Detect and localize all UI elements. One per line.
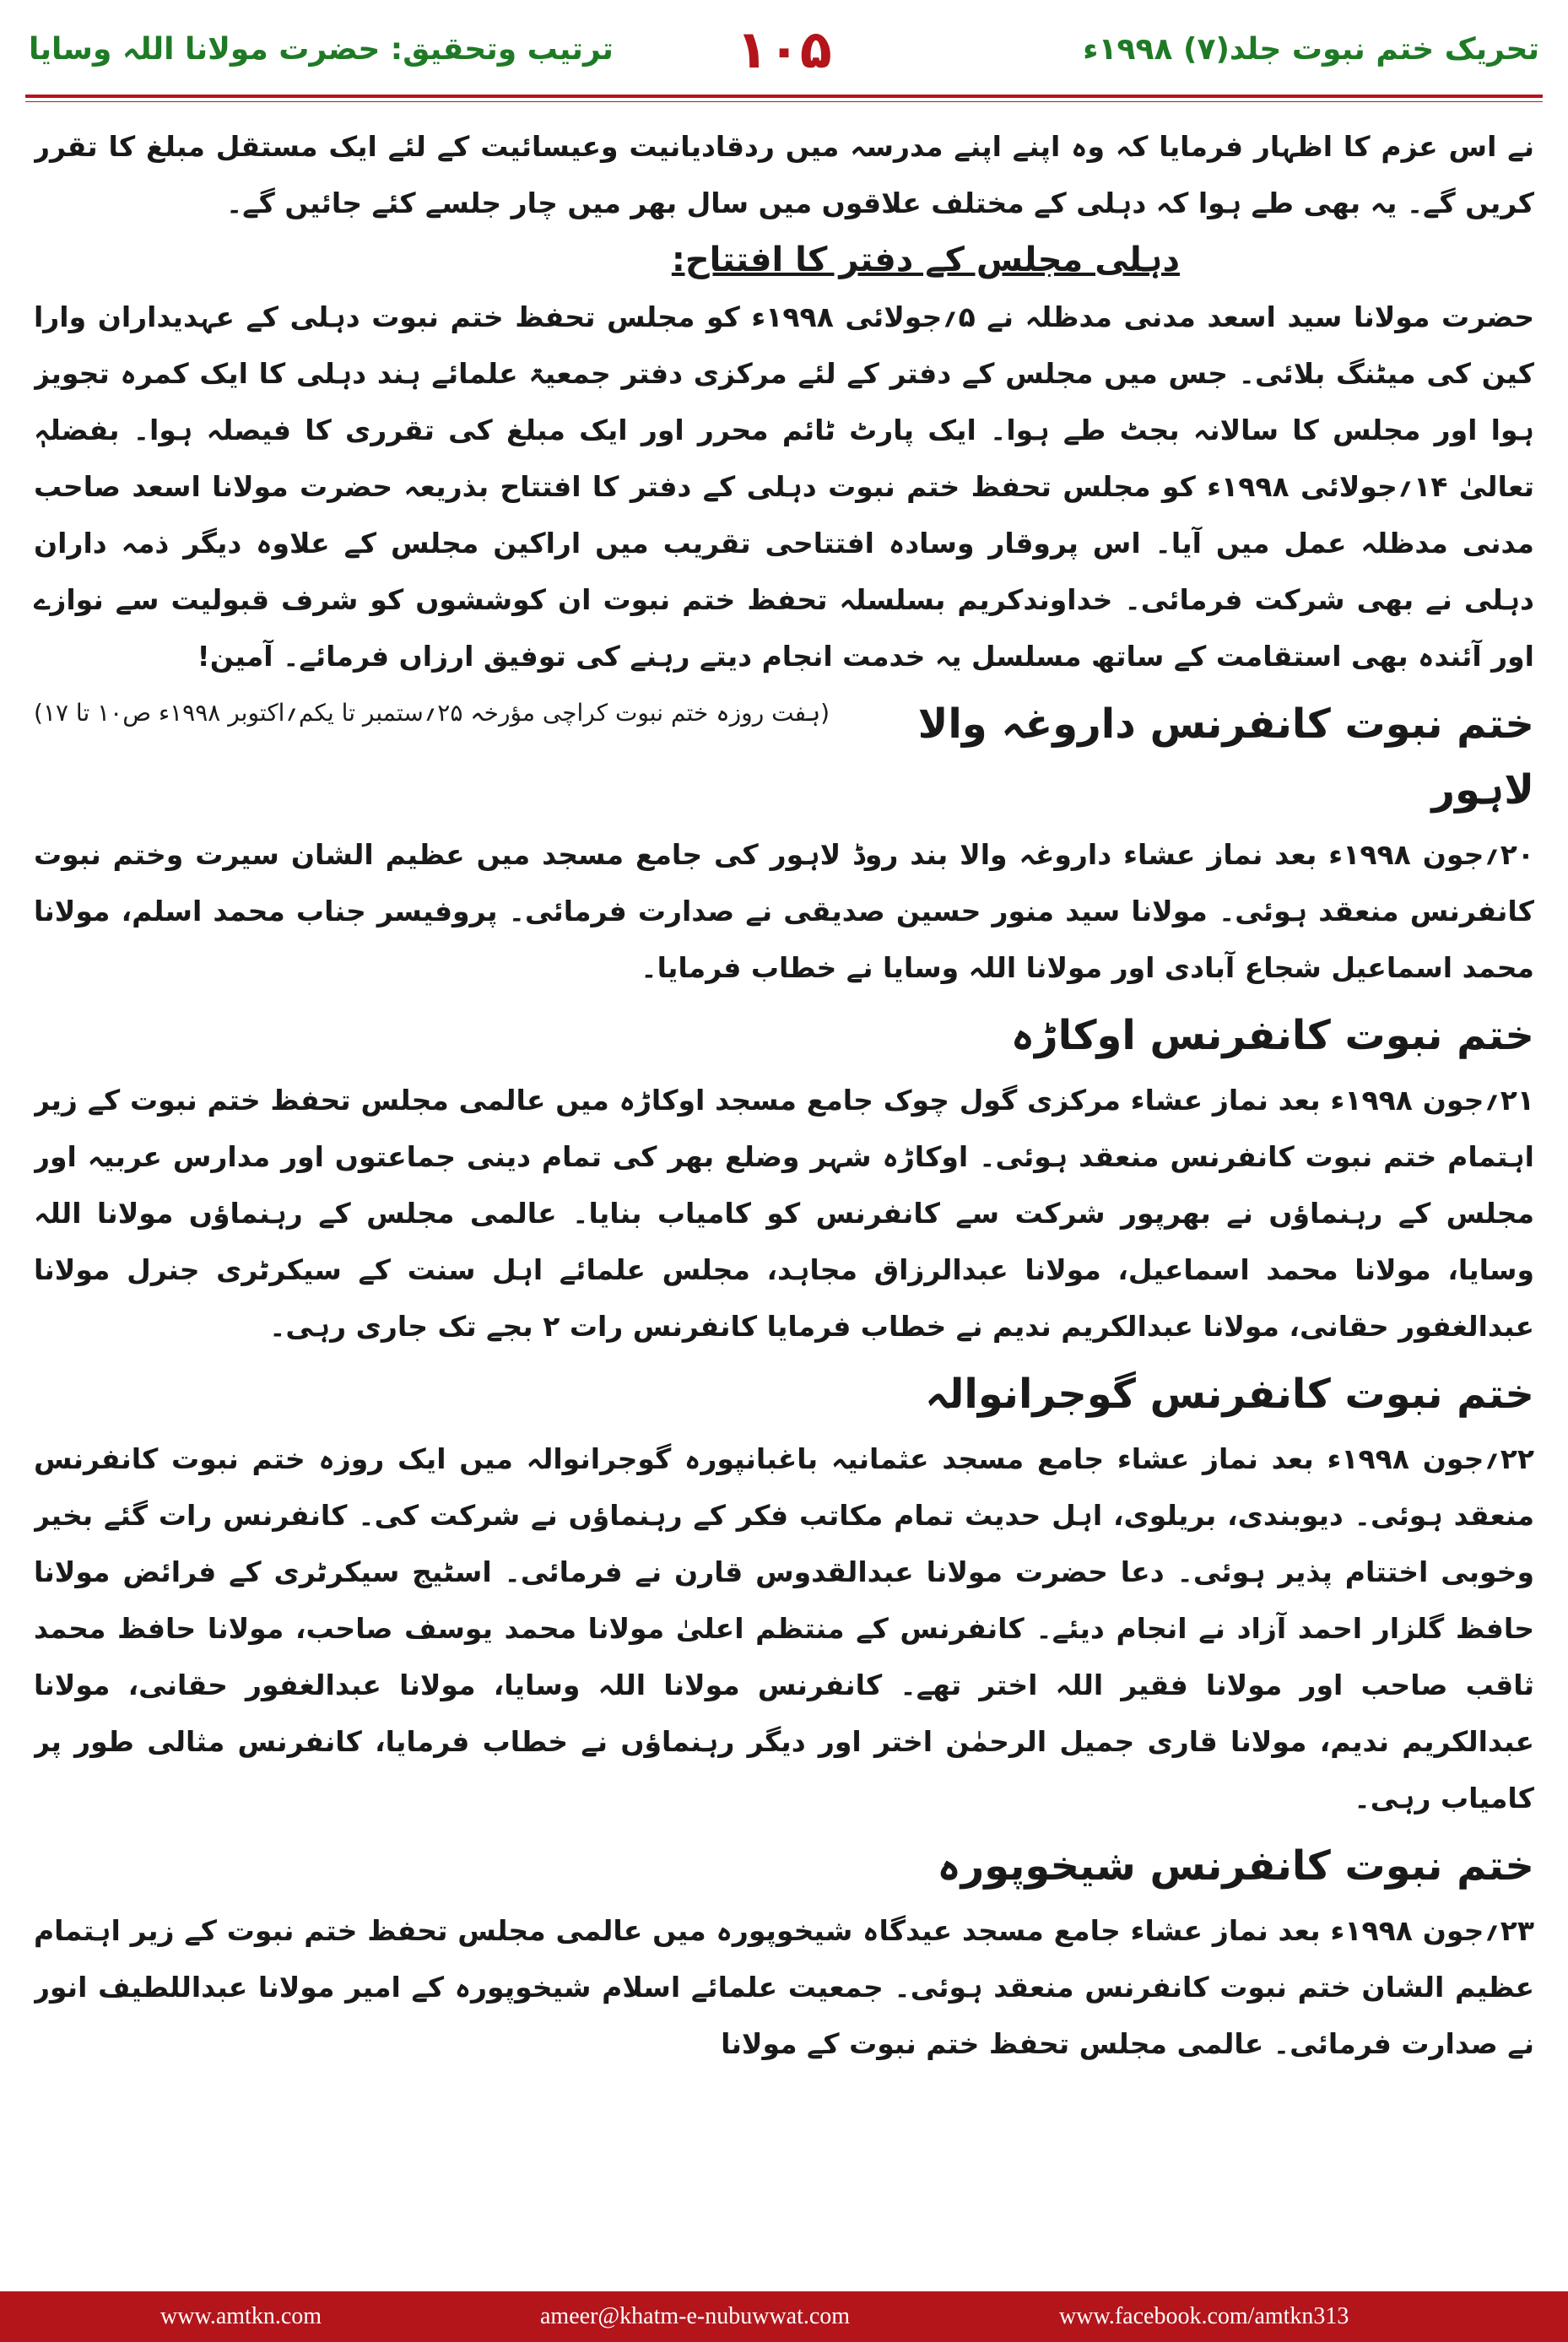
page-footer xyxy=(0,2291,1568,2342)
delhi-citation: (ہفت روزہ ختم نبوت کراچی مؤرخہ ۲۵؍ستمبر تا یکم؍اکتوبر ۱۹۹۸ء ص۱۰ تا ۱۷) xyxy=(34,699,830,727)
gujranwala-paragraph: ۲۲؍جون ۱۹۹۸ء بعد نماز عشاء جامع مسجد عثمانیہ باغبانپورہ گوجرانوالہ میں ایک روزہ ختم نبوت کانفرنس منعقد ہوئی۔ دیوبندی، بریلوی، اہل حدیث تمام مکاتب فکر کے رہنماؤں نے شرکت کی۔ کانفرنس رات گئے بخیر وخوبی اختتام پذیر ہوئی۔ دعا حضرت مولانا عبدالقدوس قارن نے فرمائی۔ اسٹیج سیکرٹری کے فرائض مولانا حافظ گلزار احمد آزاد نے انجام دیئے۔ کانفرنس کے منتظم اعلیٰ مولانا محمد یوسف صاحب، مولانا حافظ محمد ثاقب صاحب اور مولانا فقیر اللہ اختر تھے۔ کانفرنس مولانا اللہ وسایا، مولانا عبدالغفور حقانی، مولانا عبدالکریم ندیم، مولانا قاری جمیل الرحمٰن اختر اور دیگر رہنماؤں نے خطاب فرمایا، کانفرنس مثالی طور پر کامیاب رہی۔ xyxy=(34,1442,1534,1815)
delhi-text: حضرت مولانا سید اسعد مدنی مدظلہ نے ۵؍جولائی ۱۹۹۸ء کو مجلس تحفظ ختم نبوت دہلی کے عہدیداران وارا کین کی میٹنگ بلائی۔ جس میں مجلس کے دفتر کے لئے مرکزی دفتر جمعیۃ علمائے ہند دہلی کا ایک کمرہ تجویز ہوا اور مجلس کا سالانہ بجٹ طے ہوا۔ ایک پارٹ ٹائم محرر اور ایک مبلغ کی تقرری کا فیصلہ ہوا۔ بفضلہٖ تعالیٰ ۱۴؍جولائی ۱۹۹۸ء کو مجلس تحفظ ختم نبوت دہلی کے دفتر کا افتتاح بذریعہ حضرت مولانا اسعد صاحب مدنی مدظلہ عمل میں آیا۔ اس پروقار وسادہ افتتاحی تقریب میں اراکین مجلس کے علاوہ دیگر ذمہ داران دہلی نے بھی شرکت فرمائی۔ خداوندکریم بسلسلہ تحفظ ختم نبوت ان کوششوں کو شرف قبولیت سے نوازے اور آئندہ بھی استقامت کے ساتھ مسلسل یہ خدمت انجام دیتے رہنے کی توفیق ارزاں فرمائے۔ آمین! xyxy=(34,300,1534,673)
gujranwala-heading: ختم نبوت کانفرنس گوجرانوالہ xyxy=(925,1371,1534,1418)
header-book-title: تحریک ختم نبوت جلد(۷) ۱۹۹۸ء xyxy=(1083,32,1539,67)
page-number: ۱۰۵ xyxy=(736,19,832,80)
sheikhupura-heading: ختم نبوت کانفرنس شیخوپورہ xyxy=(937,1842,1534,1890)
sheikhupura-paragraph: ۲۳؍جون ۱۹۹۸ء بعد نماز عشاء جامع مسجد عیدگاہ شیخوپورہ میں عالمی مجلس تحفظ ختم نبوت کے زیر اہتمام عظیم الشان ختم نبوت کانفرنس منعقد ہوئی۔ جمعیت علمائے اسلام شیخوپورہ کے امیر مولانا عبداللطیف انور نے صدارت فرمائی۔ عالمی مجلس تحفظ ختم نبوت کے مولانا xyxy=(34,1914,1534,2060)
header-divider xyxy=(25,95,1543,98)
intro-paragraph: نے اس عزم کا اظہار فرمایا کہ وہ اپنے اپنے مدرسہ میں ردقادیانیت وعیسائیت کے لئے ایک مستقل مبلغ کا تقرر کریں گے۔ یہ بھی طے ہوا کہ دہلی کے مختلف علاقوں میں سال بھر میں چار جلسے کئے جائیں گے۔ xyxy=(34,130,1534,219)
header-compiler: ترتیب وتحقیق: حضرت مولانا اللہ وسایا xyxy=(29,32,614,67)
footer-facebook-link[interactable]: www.facebook.com/amtkn313 xyxy=(1059,2303,1349,2329)
lahore-paragraph: ۲۰؍جون ۱۹۹۸ء بعد نماز عشاء داروغہ والا بند روڈ لاہور کی جامع مسجد میں عظیم الشان سیرت وختم نبوت کانفرنس منعقد ہوئی۔ مولانا سید منور حسین صدیقی نے صدارت فرمائی۔ پروفیسر جناب محمد اسلم، مولانا محمد اسماعیل شجاع آبادی اور مولانا اللہ وسایا نے خطاب فرمایا۔ xyxy=(34,838,1534,984)
page-header xyxy=(0,0,1568,95)
page-body xyxy=(34,118,1534,2194)
footer-website-link[interactable]: www.amtkn.com xyxy=(160,2303,322,2329)
delhi-paragraph xyxy=(34,289,1534,727)
okara-paragraph: ۲۱؍جون ۱۹۹۸ء بعد نماز عشاء مرکزی گول چوک جامع مسجد اوکاڑہ میں عالمی مجلس تحفظ ختم نبوت کے زیر اہتمام ختم نبوت کانفرنس منعقد ہوئی۔ اوکاڑہ شہر وضلع بھر کی تمام دینی جماعتوں اور مدارس عربیہ اور مجلس کے رہنماؤں نے بھرپور شرکت سے کانفرنس کو کامیاب بنایا۔ عالمی مجلس کے رہنماؤں مولانا اللہ وسایا، مولانا محمد اسماعیل، مولانا عبدالرزاق مجاہد، مجلس علمائے اہل سنت کے سیکرٹری جنرل مولانا عبدالغفور حقانی، مولانا عبدالکریم ندیم نے خطاب فرمایا کانفرنس رات ۲ بجے تک جاری رہی۔ xyxy=(34,1084,1534,1343)
footer-email-link[interactable]: ameer@khatm-e-nubuwwat.com xyxy=(540,2303,851,2329)
okara-heading: ختم نبوت کانفرنس اوکاڑہ xyxy=(1010,1012,1534,1059)
lahore-heading: ختم نبوت کانفرنس داروغہ والا لاہور xyxy=(917,700,1534,814)
delhi-subheading: دہلی مجلس کے دفتر کا افتتاح: xyxy=(671,241,1180,279)
header-divider-thin xyxy=(25,101,1543,102)
